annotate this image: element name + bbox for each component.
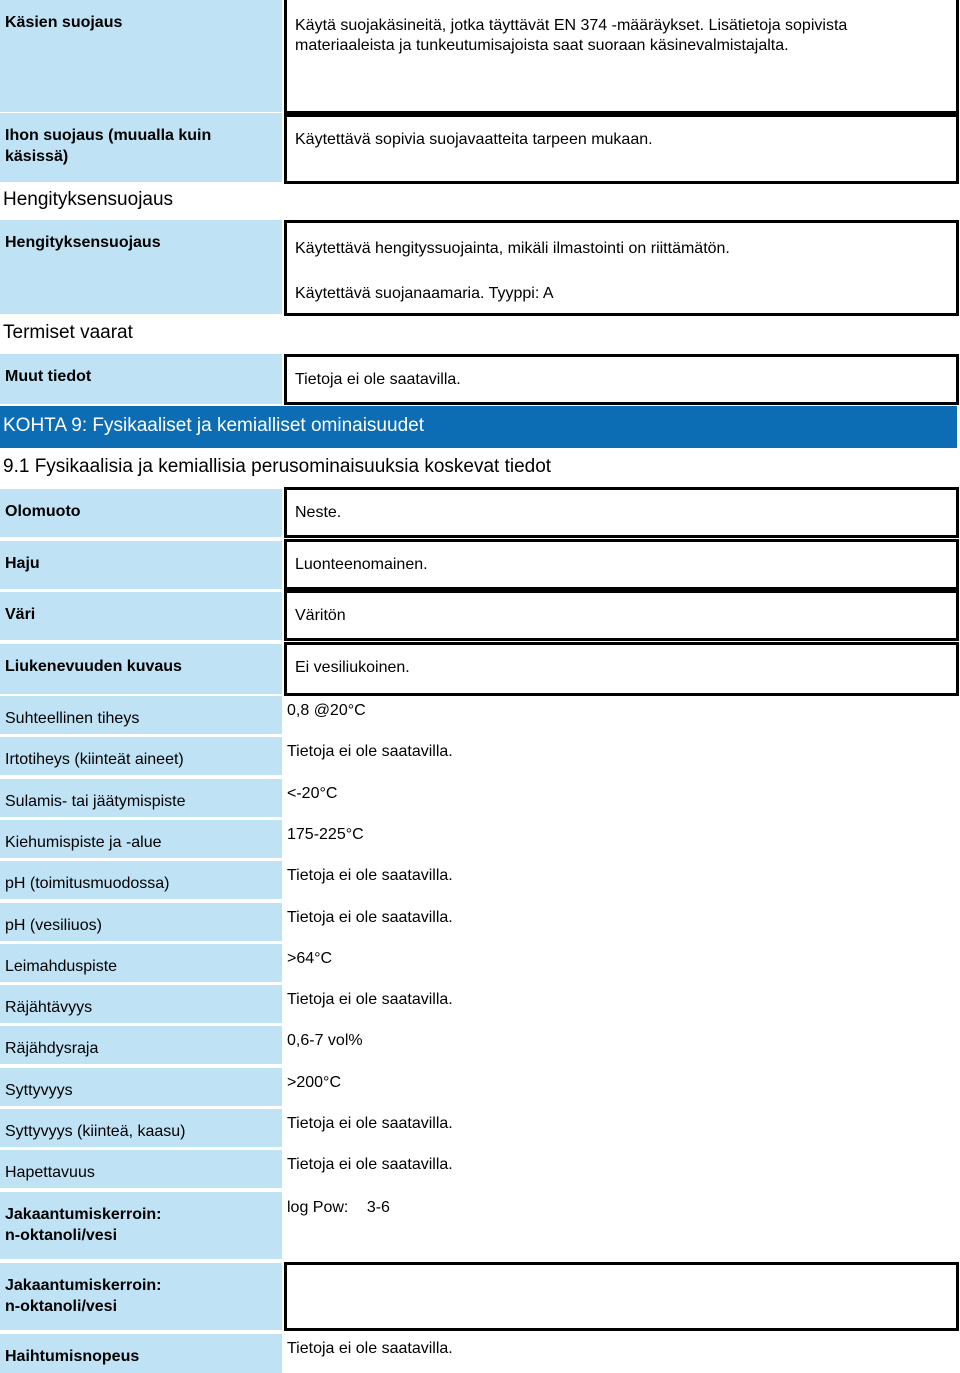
property-value: Tietoja ei ole saatavilla.	[287, 1156, 453, 1174]
partition2-label-line1: Jakaantumiskerroin:	[5, 1277, 162, 1294]
log-pow-label: log Pow:	[287, 1199, 349, 1216]
property-value: Tietoja ei ole saatavilla.	[287, 991, 453, 1009]
property-value: Neste.	[284, 487, 959, 538]
partition-coefficient-label-2	[0, 1263, 282, 1330]
property-label: Liukenevuuden kuvaus	[0, 644, 282, 694]
respiratory-value	[284, 220, 959, 316]
skin-protection-value: Käytettävä sopivia suojavaatteita tarpeen mukaan.	[284, 114, 959, 184]
property-label: Räjähdysraja	[0, 1026, 282, 1064]
property-label: Sulamis- tai jäätymispiste	[0, 779, 282, 817]
property-label: Hapettavuus	[0, 1150, 282, 1188]
respiratory-line1: Käytettävä hengityssuojainta, mikäli ilmastointi on riittämätön.	[295, 240, 730, 257]
property-label: Räjähtävyys	[0, 985, 282, 1023]
property-value: Tietoja ei ole saatavilla.	[287, 867, 453, 885]
property-value: <-20°C	[287, 784, 338, 802]
property-value: 0,8 @20°C	[287, 702, 366, 719]
other-info-label: Muut tiedot	[0, 354, 282, 404]
property-label: Väri	[0, 592, 282, 640]
property-label: Suhteellinen tiheys	[0, 696, 282, 734]
property-label: Syttyvyys (kiinteä, kaasu)	[0, 1109, 282, 1147]
hand-protection-value: Käytä suojakäsineitä, jotka täyttävät EN 374 -määräykset. Lisätietoja sopivista materiaaleista ja tunkeutumisajoista saat suoraan käsinevalmistajalta.	[284, 0, 959, 114]
property-value: Tietoja ei ole saatavilla.	[287, 1115, 453, 1132]
respiratory-label: Hengityksensuojaus	[0, 220, 282, 314]
property-label: Haju	[0, 541, 282, 589]
property-value: >64°C	[287, 949, 333, 967]
property-value: Luonteenomainen.	[284, 539, 959, 590]
property-label: pH (vesiliuos)	[0, 903, 282, 941]
property-value: Tietoja ei ole saatavilla.	[287, 908, 453, 926]
partition-coefficient-value-2	[284, 1262, 959, 1331]
property-value: Tietoja ei ole saatavilla.	[287, 743, 453, 761]
property-label: pH (toimitusmuodossa)	[0, 861, 282, 899]
evaporation-rate-label: Haihtumisnopeus	[0, 1334, 282, 1373]
partition-label-line1: Jakaantumiskerroin:	[5, 1206, 162, 1223]
property-value: 175-225°C	[287, 825, 364, 843]
partition-coefficient-label	[0, 1192, 282, 1259]
property-value: Väritön	[284, 590, 959, 641]
partition2-label-line2: n-oktanoli/vesi	[5, 1298, 118, 1315]
log-pow-value: 3-6	[366, 1199, 390, 1216]
respiratory-heading: Hengityksensuojaus	[3, 189, 174, 210]
partition-label-line2: n-oktanoli/vesi	[5, 1227, 118, 1244]
partition-coefficient-value	[287, 1199, 390, 1217]
property-label: Syttyvyys	[0, 1068, 282, 1106]
property-value: 0,6-7 vol%	[287, 1032, 363, 1050]
skin-protection-label: Ihon suojaus (muualla kuin käsissä)	[0, 113, 282, 182]
property-value: Ei vesiliukoinen.	[284, 642, 959, 696]
evaporation-rate-value: Tietoja ei ole saatavilla.	[287, 1340, 453, 1357]
property-label: Irtotiheys (kiinteät aineet)	[0, 737, 282, 775]
property-value: >200°C	[287, 1073, 341, 1091]
property-label: Olomuoto	[0, 489, 282, 537]
respiratory-line2: Käytettävä suojanaamaria. Tyyppi: A	[295, 285, 554, 302]
section-9-1-heading: 9.1 Fysikaalisia ja kemiallisia perusominaisuuksia koskevat tiedot	[3, 456, 552, 477]
hand-protection-label: Käsien suojaus	[0, 0, 282, 112]
section-9-banner: KOHTA 9: Fysikaaliset ja kemialliset ominaisuudet	[0, 406, 957, 448]
thermal-hazards-heading: Termiset vaarat	[3, 322, 133, 343]
other-info-value: Tietoja ei ole saatavilla.	[284, 354, 959, 405]
property-label: Leimahduspiste	[0, 944, 282, 982]
property-label: Kiehumispiste ja -alue	[0, 820, 282, 858]
